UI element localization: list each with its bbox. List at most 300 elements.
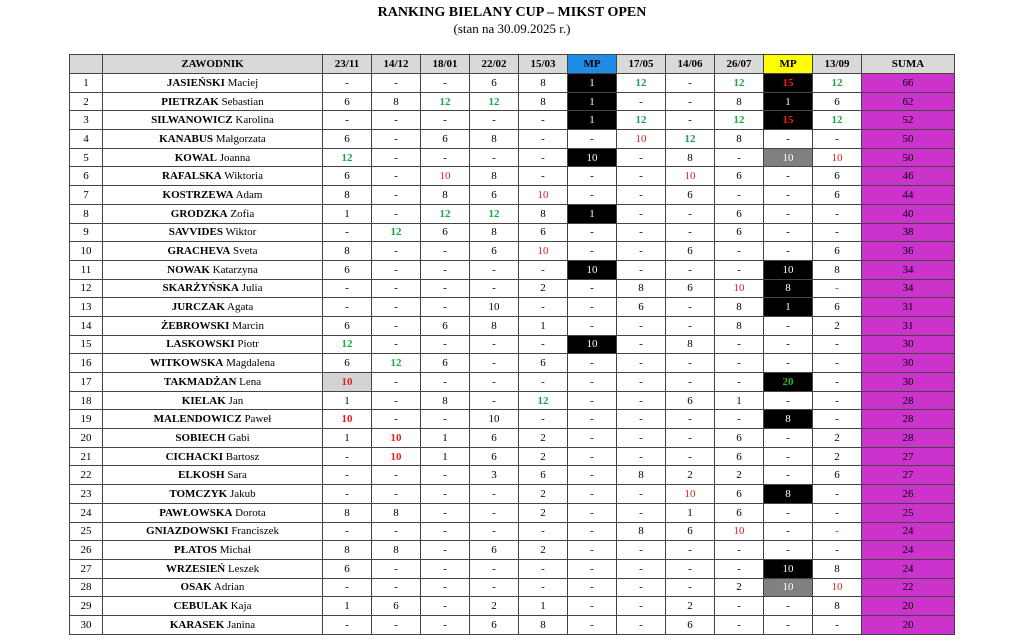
score-cell: 2 (715, 466, 764, 485)
player-first-name: Piotr (237, 338, 259, 351)
table-row (70, 466, 955, 485)
score-cell: 8 (372, 92, 421, 111)
score-cell: 8 (764, 485, 813, 504)
total-score: 27 (862, 447, 955, 466)
column-header: 18/01 (421, 55, 470, 74)
rank-position: 26 (70, 541, 103, 560)
table-row (70, 92, 955, 111)
player-name (103, 503, 323, 522)
table-row (70, 298, 955, 317)
table-row (70, 242, 955, 261)
table-row (70, 111, 955, 130)
score-cell: - (617, 223, 666, 242)
score-cell: 2 (519, 485, 568, 504)
player-name (103, 260, 323, 279)
score-cell: - (372, 260, 421, 279)
rank-position: 2 (70, 92, 103, 111)
score-cell: 8 (323, 242, 372, 261)
score-cell: - (568, 597, 617, 616)
column-header: 22/02 (470, 55, 519, 74)
player-last-name: PŁATOS (174, 544, 218, 557)
score-cell: - (421, 503, 470, 522)
column-header: 13/09 (813, 55, 862, 74)
score-cell: 10 (617, 130, 666, 149)
score-cell: - (568, 186, 617, 205)
score-cell: 6 (715, 447, 764, 466)
player-last-name: TAKMADŻAN (163, 375, 237, 388)
score-cell: - (568, 373, 617, 392)
score-cell: - (372, 316, 421, 335)
score-cell: - (666, 578, 715, 597)
player-last-name: KIELAK (181, 394, 226, 407)
total-score: 50 (862, 130, 955, 149)
score-cell: 15 (764, 74, 813, 93)
score-cell: 1 (519, 597, 568, 616)
score-cell: 6 (715, 503, 764, 522)
table-row (70, 578, 955, 597)
score-cell: 6 (470, 429, 519, 448)
score-cell: 1 (764, 298, 813, 317)
rank-position: 6 (70, 167, 103, 186)
player-last-name: WITKOWSKA (150, 357, 224, 370)
player-last-name: SILWANOWICZ (151, 114, 233, 127)
score-cell: 12 (813, 111, 862, 130)
score-cell: - (617, 148, 666, 167)
score-cell: - (715, 597, 764, 616)
score-cell: - (323, 615, 372, 634)
column-header: 17/05 (617, 55, 666, 74)
player-name (103, 615, 323, 634)
table-row (70, 260, 955, 279)
column-header: ZAWODNIK (103, 55, 323, 74)
score-cell: - (519, 148, 568, 167)
score-cell: - (421, 578, 470, 597)
score-cell: - (519, 167, 568, 186)
score-cell: - (666, 429, 715, 448)
score-cell: 6 (421, 354, 470, 373)
rank-position: 16 (70, 354, 103, 373)
score-cell: - (568, 279, 617, 298)
score-cell: 15 (764, 111, 813, 130)
score-cell: - (372, 242, 421, 261)
total-score: 30 (862, 335, 955, 354)
column-header: 23/11 (323, 55, 372, 74)
score-cell: 6 (519, 223, 568, 242)
player-last-name: ŻEBROWSKI (161, 319, 230, 332)
score-cell: 8 (519, 92, 568, 111)
rank-position: 20 (70, 429, 103, 448)
score-cell: - (470, 111, 519, 130)
score-cell: 6 (666, 522, 715, 541)
score-cell: 6 (813, 466, 862, 485)
score-cell: 12 (421, 204, 470, 223)
column-header: 26/07 (715, 55, 764, 74)
score-cell: - (470, 260, 519, 279)
table-row (70, 485, 955, 504)
score-cell: - (421, 148, 470, 167)
player-name (103, 204, 323, 223)
score-cell: 10 (715, 522, 764, 541)
score-cell: 6 (470, 541, 519, 560)
table-row (70, 167, 955, 186)
score-cell: - (764, 130, 813, 149)
table-row (70, 597, 955, 616)
score-cell: - (666, 373, 715, 392)
player-first-name: Agata (227, 301, 254, 314)
score-cell: - (764, 354, 813, 373)
player-name (103, 316, 323, 335)
score-cell: 8 (323, 541, 372, 560)
score-cell: 10 (764, 260, 813, 279)
player-last-name: LASKOWSKI (166, 338, 235, 351)
score-cell: - (421, 597, 470, 616)
score-cell: 10 (519, 186, 568, 205)
total-score: 52 (862, 111, 955, 130)
score-cell: - (813, 354, 862, 373)
score-cell: 10 (568, 335, 617, 354)
score-cell: - (372, 615, 421, 634)
score-cell: 8 (617, 466, 666, 485)
score-cell: - (568, 559, 617, 578)
score-cell: - (617, 485, 666, 504)
score-cell: - (421, 541, 470, 560)
score-cell: 8 (715, 130, 764, 149)
table-row (70, 223, 955, 242)
player-first-name: Michał (219, 544, 251, 557)
score-cell: 3 (470, 466, 519, 485)
player-first-name: Małgorzata (215, 132, 266, 145)
table-row (70, 447, 955, 466)
score-cell: - (421, 335, 470, 354)
score-cell: - (617, 447, 666, 466)
score-cell: 6 (323, 130, 372, 149)
score-cell: - (470, 354, 519, 373)
player-first-name: Gabi (228, 431, 250, 444)
score-cell: 10 (764, 559, 813, 578)
score-cell: 10 (372, 447, 421, 466)
total-score: 24 (862, 541, 955, 560)
score-cell: - (715, 373, 764, 392)
score-cell: - (666, 204, 715, 223)
player-last-name: NOWAK (167, 263, 210, 276)
score-cell: - (372, 167, 421, 186)
score-cell: - (666, 223, 715, 242)
ranking-table (69, 54, 955, 635)
player-last-name: MALENDOWICZ (153, 413, 242, 426)
player-last-name: CEBULAK (173, 600, 228, 613)
score-cell: 12 (813, 74, 862, 93)
score-cell: - (568, 223, 617, 242)
column-header: MP (568, 55, 617, 74)
score-cell: - (813, 335, 862, 354)
score-cell: - (764, 316, 813, 335)
player-name (103, 223, 323, 242)
score-cell: - (666, 541, 715, 560)
score-cell: - (617, 242, 666, 261)
score-cell: 6 (715, 429, 764, 448)
total-score: 66 (862, 74, 955, 93)
score-cell: - (421, 410, 470, 429)
score-cell: 10 (813, 578, 862, 597)
score-cell: 6 (323, 354, 372, 373)
score-cell: - (764, 466, 813, 485)
score-cell: - (666, 92, 715, 111)
player-first-name: Adrian (213, 581, 245, 594)
score-cell: 6 (715, 223, 764, 242)
column-header: MP (764, 55, 813, 74)
score-cell: 12 (372, 223, 421, 242)
total-score: 38 (862, 223, 955, 242)
total-score: 25 (862, 503, 955, 522)
score-cell: 2 (813, 447, 862, 466)
score-cell: 1 (323, 429, 372, 448)
score-cell: - (568, 541, 617, 560)
score-cell: - (372, 204, 421, 223)
score-cell: - (617, 92, 666, 111)
rank-position: 22 (70, 466, 103, 485)
player-first-name: Maciej (227, 76, 259, 89)
score-cell: 10 (764, 578, 813, 597)
player-last-name: SOBIECH (175, 431, 226, 444)
total-score: 46 (862, 167, 955, 186)
total-score: 44 (862, 186, 955, 205)
player-name (103, 429, 323, 448)
player-first-name: Kaja (230, 600, 252, 613)
table-row (70, 373, 955, 392)
table-row (70, 186, 955, 205)
score-cell: - (470, 522, 519, 541)
score-cell: - (372, 298, 421, 317)
ranking-body (70, 74, 955, 635)
score-cell: - (421, 111, 470, 130)
score-cell: 8 (372, 541, 421, 560)
player-last-name: JASIEŃSKI (166, 76, 225, 89)
score-cell: - (470, 148, 519, 167)
score-cell: 10 (470, 410, 519, 429)
score-cell: 10 (715, 279, 764, 298)
player-last-name: SAVVIDES (168, 226, 223, 239)
score-cell: 8 (715, 316, 764, 335)
score-cell: 8 (813, 260, 862, 279)
score-cell: - (421, 74, 470, 93)
score-cell: - (519, 260, 568, 279)
score-cell: - (372, 111, 421, 130)
score-cell: - (372, 559, 421, 578)
score-cell: - (813, 503, 862, 522)
score-cell: 1 (568, 204, 617, 223)
score-cell: 10 (813, 148, 862, 167)
rank-position: 10 (70, 242, 103, 261)
rank-position: 18 (70, 391, 103, 410)
score-cell: - (519, 298, 568, 317)
score-cell: 6 (813, 242, 862, 261)
score-cell: 8 (666, 148, 715, 167)
score-cell: - (372, 148, 421, 167)
score-cell: 6 (470, 447, 519, 466)
player-name (103, 541, 323, 560)
score-cell: 1 (666, 503, 715, 522)
score-cell: - (323, 279, 372, 298)
player-first-name: Sara (227, 469, 247, 482)
score-cell: - (519, 522, 568, 541)
score-cell: - (813, 541, 862, 560)
score-cell: - (666, 447, 715, 466)
score-cell: 8 (323, 186, 372, 205)
score-cell: - (323, 223, 372, 242)
score-cell: - (617, 410, 666, 429)
score-cell: 6 (617, 298, 666, 317)
score-cell: - (617, 204, 666, 223)
score-cell: 2 (519, 279, 568, 298)
player-last-name: GRACHEVA (167, 245, 231, 258)
rank-position: 29 (70, 597, 103, 616)
player-last-name: KOSTRZEWA (162, 188, 234, 201)
score-cell: 6 (666, 615, 715, 634)
score-cell: 1 (323, 597, 372, 616)
score-cell: - (813, 522, 862, 541)
score-cell: 10 (764, 148, 813, 167)
score-cell: - (421, 559, 470, 578)
player-first-name: Joanna (219, 151, 251, 164)
total-score: 28 (862, 429, 955, 448)
player-name (103, 92, 323, 111)
score-cell: 12 (666, 130, 715, 149)
score-cell: - (470, 503, 519, 522)
player-last-name: SKARŻYŃSKA (162, 282, 239, 295)
score-cell: 6 (470, 615, 519, 634)
score-cell: 6 (372, 597, 421, 616)
rank-position: 14 (70, 316, 103, 335)
rank-position: 25 (70, 522, 103, 541)
score-cell: 6 (715, 167, 764, 186)
column-header: SUMA (862, 55, 955, 74)
score-cell: - (421, 522, 470, 541)
score-cell: 6 (519, 466, 568, 485)
score-cell: 12 (617, 111, 666, 130)
score-cell: - (764, 335, 813, 354)
score-cell: - (568, 316, 617, 335)
score-cell: - (617, 373, 666, 392)
score-cell: 20 (764, 373, 813, 392)
player-first-name: Jakub (229, 487, 256, 500)
player-last-name: GRODZKA (170, 207, 228, 220)
score-cell: - (764, 391, 813, 410)
player-name (103, 373, 323, 392)
score-cell: 6 (421, 316, 470, 335)
score-cell: - (519, 559, 568, 578)
table-row (70, 148, 955, 167)
player-name (103, 447, 323, 466)
score-cell: - (568, 485, 617, 504)
score-cell: - (372, 186, 421, 205)
score-cell: - (715, 260, 764, 279)
total-score: 62 (862, 92, 955, 111)
score-cell: - (715, 335, 764, 354)
total-score: 50 (862, 148, 955, 167)
score-cell: - (617, 186, 666, 205)
score-cell: - (617, 559, 666, 578)
player-name (103, 485, 323, 504)
score-cell: 8 (470, 167, 519, 186)
total-score: 22 (862, 578, 955, 597)
score-cell: - (470, 485, 519, 504)
score-cell: - (617, 260, 666, 279)
player-name (103, 578, 323, 597)
player-first-name: Dorota (235, 506, 266, 519)
table-row (70, 335, 955, 354)
player-last-name: JURCZAK (171, 301, 225, 314)
score-cell: - (764, 615, 813, 634)
rank-position: 1 (70, 74, 103, 93)
score-cell: 6 (715, 485, 764, 504)
score-cell: 1 (568, 74, 617, 93)
score-cell: - (421, 298, 470, 317)
rank-position: 7 (70, 186, 103, 205)
score-cell: - (372, 466, 421, 485)
score-cell: - (666, 111, 715, 130)
total-score: 36 (862, 242, 955, 261)
score-cell: 6 (470, 186, 519, 205)
table-row (70, 541, 955, 560)
score-cell: 8 (715, 92, 764, 111)
rank-position: 30 (70, 615, 103, 634)
table-row (70, 130, 955, 149)
player-name (103, 466, 323, 485)
score-cell: 8 (715, 298, 764, 317)
score-cell: 8 (470, 130, 519, 149)
player-last-name: CICHACKI (165, 450, 224, 463)
score-cell: - (568, 578, 617, 597)
score-cell: 12 (617, 74, 666, 93)
score-cell: - (813, 615, 862, 634)
score-cell: - (421, 242, 470, 261)
score-cell: - (617, 578, 666, 597)
score-cell: 8 (519, 74, 568, 93)
score-cell: - (323, 298, 372, 317)
score-cell: - (666, 260, 715, 279)
rank-position: 27 (70, 559, 103, 578)
score-cell: 1 (715, 391, 764, 410)
score-cell: 6 (470, 74, 519, 93)
score-cell: - (470, 559, 519, 578)
score-cell: - (617, 429, 666, 448)
score-cell: - (323, 447, 372, 466)
score-cell: - (764, 522, 813, 541)
header-row (70, 55, 955, 74)
player-first-name: Leszek (227, 562, 260, 575)
rank-position: 23 (70, 485, 103, 504)
score-cell: - (372, 130, 421, 149)
score-cell: 6 (323, 167, 372, 186)
player-first-name: Jan (228, 394, 244, 407)
score-cell: 1 (764, 92, 813, 111)
total-score: 30 (862, 354, 955, 373)
score-cell: - (715, 559, 764, 578)
score-cell: - (421, 373, 470, 392)
table-row (70, 354, 955, 373)
total-score: 31 (862, 316, 955, 335)
table-row (70, 559, 955, 578)
player-first-name: Wiktoria (224, 170, 263, 183)
score-cell: - (323, 522, 372, 541)
score-cell: - (568, 447, 617, 466)
score-cell: 6 (813, 186, 862, 205)
score-cell: 10 (421, 167, 470, 186)
score-cell: 12 (323, 335, 372, 354)
score-cell: - (470, 279, 519, 298)
player-first-name: Karolina (235, 114, 274, 127)
total-score: 20 (862, 615, 955, 634)
